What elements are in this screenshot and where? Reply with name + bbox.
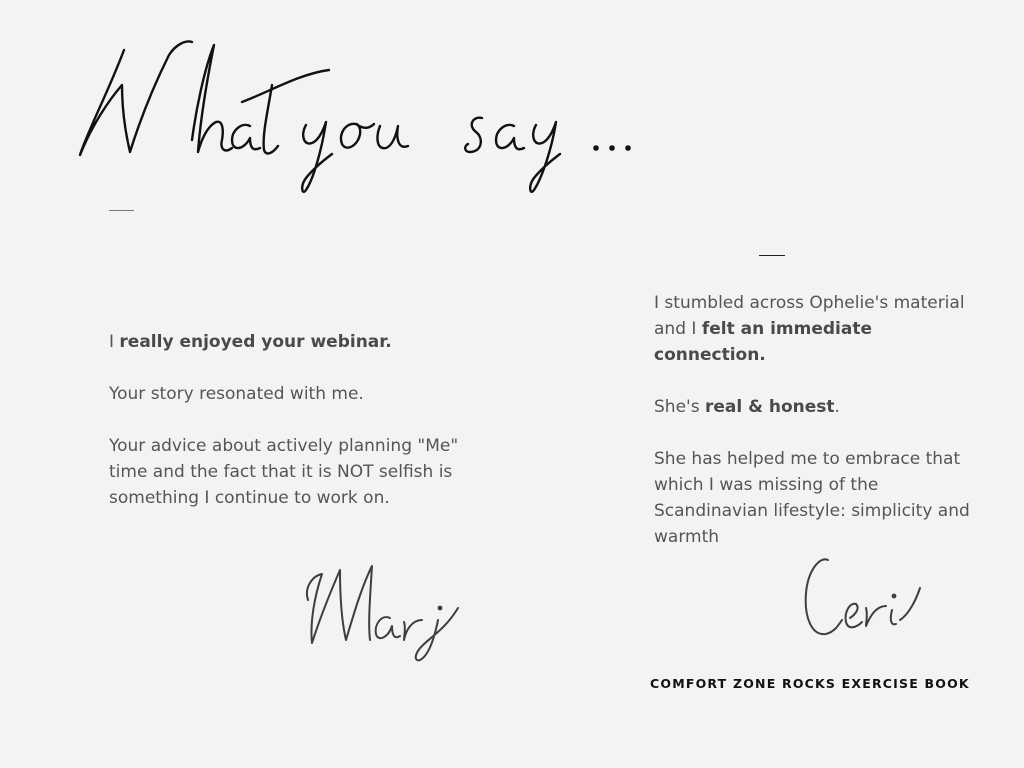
signature-marj (300, 548, 465, 663)
divider-left (109, 210, 134, 211)
body-text: Your advice about actively planning "Me" time and the fact that it is NOT selfish is something I continue to work on. (109, 436, 459, 508)
testimonial-paragraph (109, 433, 489, 511)
testimonial-paragraph (109, 381, 489, 407)
testimonial-text (109, 329, 489, 537)
body-text: I stumbled across Ophelie's material and I (654, 293, 965, 339)
signature-ceri (798, 548, 928, 643)
body-text: . (834, 397, 840, 417)
emphasis-text: real & honest (704, 397, 835, 417)
testimonial-text (654, 290, 984, 576)
page-title (74, 30, 674, 205)
emphasis-text: felt an immediate connection. (654, 319, 873, 365)
testimonial-paragraph (654, 394, 984, 420)
testimonial-paragraph (109, 329, 489, 355)
body-text: She's (654, 397, 705, 417)
testimonial-paragraph (654, 446, 984, 550)
testimonial-paragraph (654, 290, 984, 368)
emphasis-text: really enjoyed your webinar. (119, 332, 392, 352)
divider-right (759, 255, 785, 256)
body-text: I (109, 332, 120, 352)
body-text: Your story resonated with me. (109, 384, 364, 404)
body-text: She has helped me to embrace that which I was missing of the Scandinavian lifestyle: simplicity and warmth (654, 449, 970, 547)
footer-caption: COMFORT ZONE ROCKS EXERCISE BOOK (650, 676, 970, 691)
